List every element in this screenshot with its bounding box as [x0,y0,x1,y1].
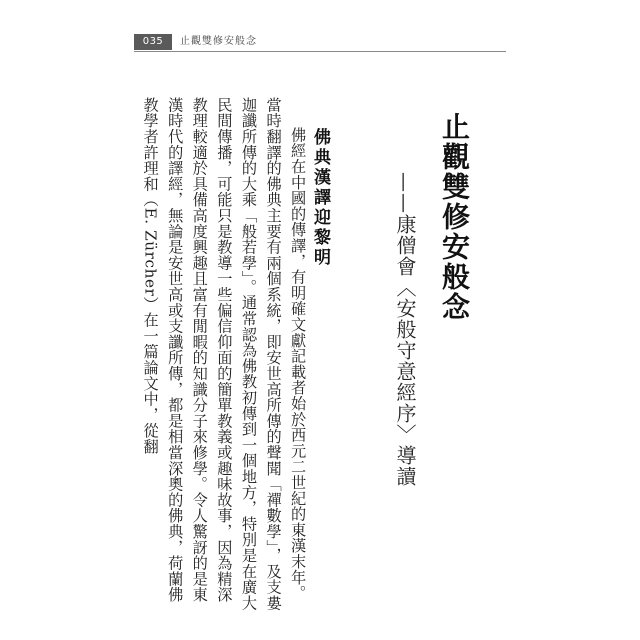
running-title: 止觀雙修安般念 [180,36,257,47]
body-text [138,97,310,617]
chapter-subtitle: ——康僧會〈安般守意經序〉導讀 [393,172,417,487]
page-number: 035 [134,34,172,50]
running-header [134,34,506,52]
body-paragraph: 佛經在中國的傳譯，有明確文獻記載者始於西元二世紀的東漢末年。當時翻譯的佛典主要有兩個系統，即安世高所傳的聲聞「禪數學」，及支婁迦讖所傳的大乘「般若學」。通常認為佛教初傳到一個地方，特別是在廣大民間傳播，可能只是教導一些偏信仰面的簡單教義或趣味故事，因為精深教理較適於具備高度興趣且富有閒暇的知識分子來修學。令人驚訝的是東漢時代的譯經，無論是安世高或支讖所傳，都是相當深奧的佛典，荷蘭佛教學者許理和（E. Zürcher）在一篇論文中，從翻 [141,97,308,611]
chapter-title: 止觀雙修安般念 [438,112,471,322]
section-heading: 佛典漢譯迎黎明 [310,128,330,268]
